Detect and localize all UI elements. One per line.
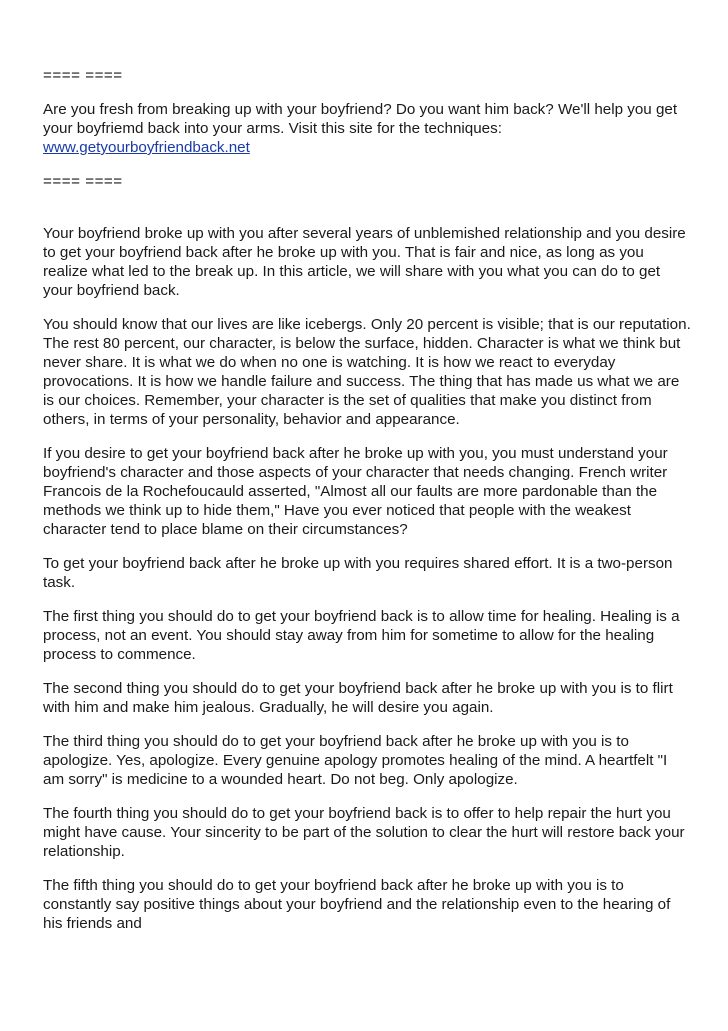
paragraph-character: If you desire to get your boyfriend back after he broke up with you, you must understand your boyfriend's character and those aspects of your character that needs changing. French writer Francois de la Rochefoucauld asserted, "Almost all our faults are more pardonable than the methods we think up to hide them," Have you ever noticed that people with the weakest character tend to place blame on their circumstances? xyxy=(43,445,668,538)
promo-block xyxy=(43,100,691,157)
promo-line-2: your boyfriemd back into your arms. Visit this site for the techniques: xyxy=(43,120,502,137)
document-page xyxy=(43,66,691,948)
paragraph-first-thing: The first thing you should do to get your boyfriend back is to allow time for healing. Healing is a process, not an event. You should stay away from him for sometime to allow for the healing process to commence. xyxy=(43,608,680,663)
paragraph-shared-effort: To get your boyfriend back after he broke up with you requires shared effort. It is a two-person task. xyxy=(43,555,673,591)
separator-top: ==== ==== xyxy=(43,67,123,84)
paragraph-intro: Your boyfriend broke up with you after several years of unblemished relationship and you desire to get your boyfriend back after he broke up with you. That is fair and nice, as long as you realize what led to the break up. In this article, we will share with you what you can do to get your boyfriend back. xyxy=(43,225,686,299)
promo-line-1: Are you fresh from breaking up with your boyfriend? Do you want him back? We'll help you get xyxy=(43,101,678,118)
paragraph-fourth-thing: The fourth thing you should do to get your boyfriend back is to offer to help repair the hurt you might have cause. Your sincerity to be part of the solution to clear the hurt will restore back your relationship. xyxy=(43,805,685,860)
paragraph-second-thing: The second thing you should do to get your boyfriend back after he broke up with you is to flirt with him and make him jealous. Gradually, he will desire you again. xyxy=(43,680,673,716)
paragraph-fifth-thing: The fifth thing you should do to get your boyfriend back after he broke up with you is to constantly say positive things about your boyfriend and the relationship even to the hearing of his friends and xyxy=(43,877,671,932)
paragraph-third-thing: The third thing you should do to get your boyfriend back after he broke up with you is to apologize. Yes, apologize. Every genuine apology promotes healing of the mind. A heartfelt "I am sorry" is medicine to a wounded heart. Do not beg. Only apologize. xyxy=(43,733,668,788)
website-link[interactable]: www.getyourboyfriendback.net xyxy=(43,139,250,156)
paragraph-icebergs: You should know that our lives are like icebergs. Only 20 percent is visible; that is our reputation. The rest 80 percent, our character, is below the surface, hidden. Character is what we think but never share. It is what we do when no one is watching. It is how we react to everyday provocations. It is how we handle failure and success. The thing that has made us what we are is our choices. Remember, your character is the set of qualities that make you distinct from others, in terms of your personality, behavior and appearance. xyxy=(43,316,691,428)
separator-bottom: ==== ==== xyxy=(43,173,123,190)
